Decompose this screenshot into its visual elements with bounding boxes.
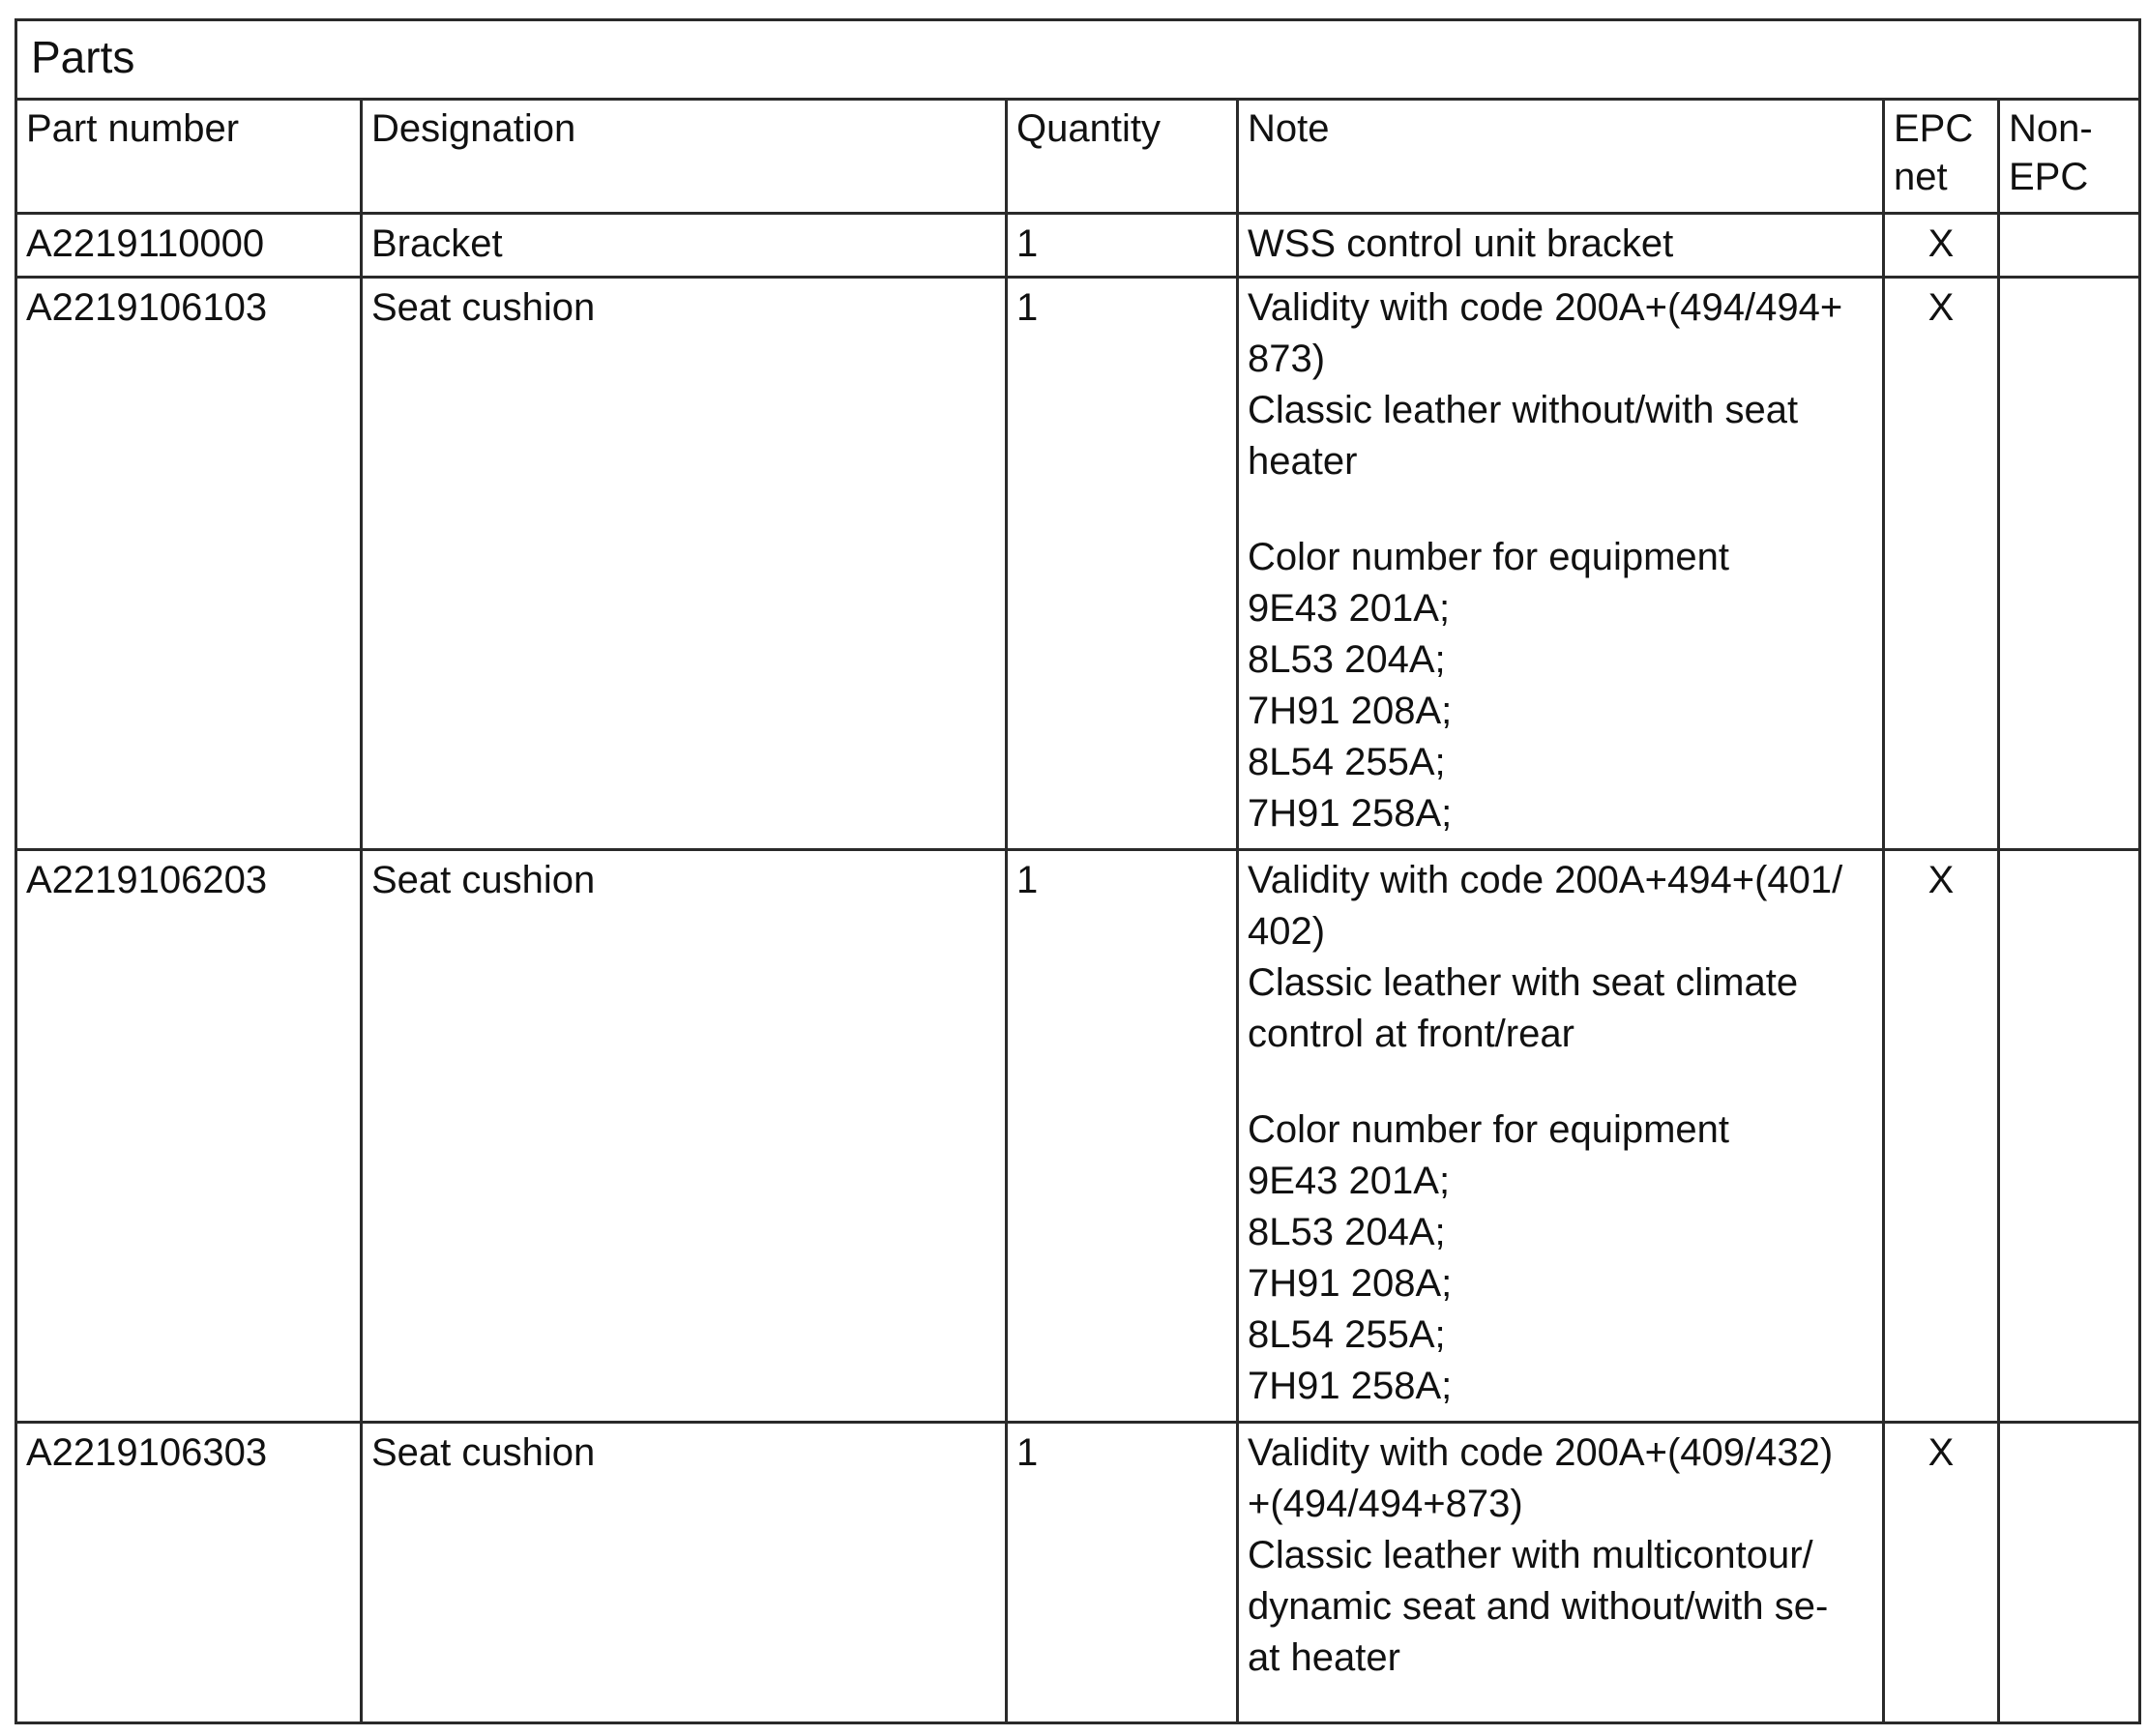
table-title-row bbox=[16, 20, 2140, 100]
note-line: WSS control unit bracket bbox=[1248, 222, 1674, 265]
header-designation: Designation bbox=[362, 100, 1007, 214]
note-description-line: Classic leather with multicontour/ bbox=[1248, 1534, 1813, 1576]
cell-designation: Bracket bbox=[362, 214, 1007, 278]
header-non-epc bbox=[1999, 100, 2140, 214]
cell-quantity: 1 bbox=[1007, 214, 1238, 278]
header-non-epc-line2: EPC bbox=[2009, 156, 2089, 198]
cell-note bbox=[1238, 1423, 1884, 1723]
cell-epc-net: X bbox=[1884, 850, 1999, 1423]
parts-table bbox=[15, 18, 2141, 1724]
note-description-line: dynamic seat and without/with se- bbox=[1248, 1585, 1829, 1628]
cell-epc-net: X bbox=[1884, 214, 1999, 278]
note-spacer bbox=[1248, 487, 1882, 532]
note-color-code: 9E43 201A; bbox=[1248, 587, 1451, 630]
note-color-code: 7H91 208A; bbox=[1248, 690, 1453, 732]
cell-non-epc bbox=[1999, 214, 2140, 278]
cell-part-number: A2219106103 bbox=[16, 278, 362, 850]
cell-quantity: 1 bbox=[1007, 850, 1238, 1423]
cell-note bbox=[1238, 850, 1884, 1423]
note-color-code: 7H91 208A; bbox=[1248, 1262, 1453, 1305]
header-epc-net-line2: net bbox=[1894, 156, 1948, 198]
header-part-number: Part number bbox=[16, 100, 362, 214]
note-validity-line: Validity with code 200A+(409/432) bbox=[1248, 1431, 1834, 1474]
cell-designation: Seat cushion bbox=[362, 1423, 1007, 1723]
table-title: Parts bbox=[16, 20, 2140, 100]
note-validity-line: Validity with code 200A+(494/494+ bbox=[1248, 286, 1843, 329]
note-validity-line: 402) bbox=[1248, 910, 1326, 953]
cell-note bbox=[1238, 278, 1884, 850]
cell-note bbox=[1238, 214, 1884, 278]
cell-part-number: A2219106303 bbox=[16, 1423, 362, 1723]
table-row bbox=[16, 850, 2140, 1423]
cell-non-epc bbox=[1999, 850, 2140, 1423]
note-description-line: at heater bbox=[1248, 1636, 1400, 1679]
note-validity-line: +(494/494+873) bbox=[1248, 1483, 1523, 1525]
cell-part-number: A2219106203 bbox=[16, 850, 362, 1423]
note-color-code: 8L53 204A; bbox=[1248, 638, 1446, 681]
note-color-heading: Color number for equipment bbox=[1248, 536, 1730, 578]
header-epc-net-line1: EPC bbox=[1894, 107, 1974, 150]
note-color-heading: Color number for equipment bbox=[1248, 1108, 1730, 1151]
note-validity-line: 873) bbox=[1248, 338, 1326, 380]
table-row bbox=[16, 214, 2140, 278]
cell-quantity: 1 bbox=[1007, 1423, 1238, 1723]
cell-part-number: A2219110000 bbox=[16, 214, 362, 278]
note-spacer bbox=[1248, 1060, 1882, 1104]
table-header-row bbox=[16, 100, 2140, 214]
header-quantity: Quantity bbox=[1007, 100, 1238, 214]
note-color-code: 8L54 255A; bbox=[1248, 741, 1446, 783]
note-description-line: heater bbox=[1248, 440, 1358, 483]
table-row bbox=[16, 278, 2140, 850]
note-description-line: control at front/rear bbox=[1248, 1013, 1574, 1055]
note-color-code: 8L54 255A; bbox=[1248, 1313, 1446, 1356]
note-color-code: 9E43 201A; bbox=[1248, 1160, 1451, 1202]
cell-designation: Seat cushion bbox=[362, 278, 1007, 850]
header-note: Note bbox=[1238, 100, 1884, 214]
header-epc-net bbox=[1884, 100, 1999, 214]
cell-epc-net: X bbox=[1884, 1423, 1999, 1723]
note-description-line: Classic leather without/with seat bbox=[1248, 389, 1799, 431]
cell-non-epc bbox=[1999, 1423, 2140, 1723]
note-validity-line: Validity with code 200A+494+(401/ bbox=[1248, 859, 1843, 901]
note-color-code: 7H91 258A; bbox=[1248, 1365, 1453, 1407]
note-color-code: 7H91 258A; bbox=[1248, 792, 1453, 835]
header-non-epc-line1: Non- bbox=[2009, 107, 2093, 150]
cell-quantity: 1 bbox=[1007, 278, 1238, 850]
note-description-line: Classic leather with seat climate bbox=[1248, 961, 1799, 1004]
table-row bbox=[16, 1423, 2140, 1723]
cell-non-epc bbox=[1999, 278, 2140, 850]
cell-designation: Seat cushion bbox=[362, 850, 1007, 1423]
note-color-code: 8L53 204A; bbox=[1248, 1211, 1446, 1253]
cell-epc-net: X bbox=[1884, 278, 1999, 850]
